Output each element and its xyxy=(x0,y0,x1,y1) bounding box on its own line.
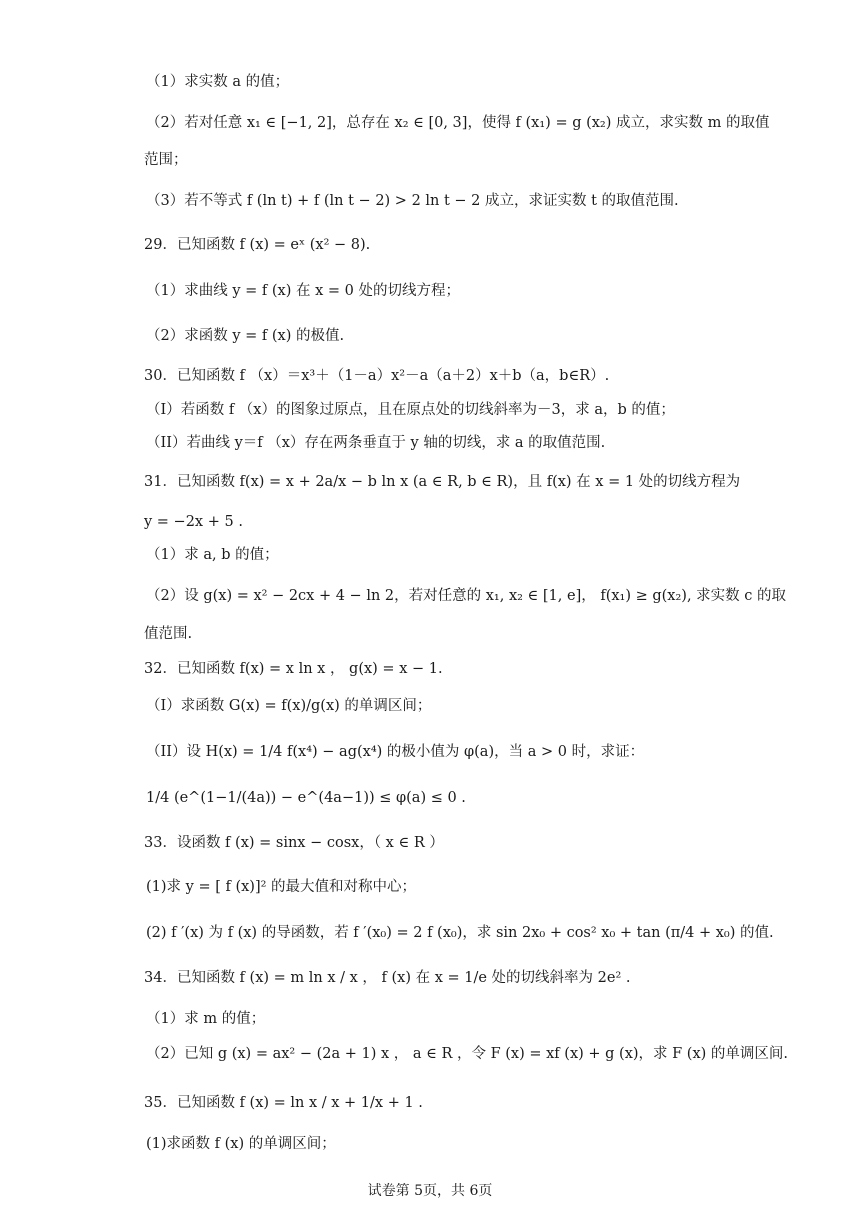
q31-part1: （1）求 a, b 的值； xyxy=(146,547,279,563)
q28-part2: （2）若对任意 x₁ ∈ [−1, 2]，总存在 x₂ ∈ [0, 3]，使得 f (x₁) = g (x₂) 成立，求实数 m 的取值 xyxy=(146,115,770,131)
q31-stem-cont: y = −2x + 5 . xyxy=(144,514,243,530)
q30-part1: （I）若函数 f （x）的图象过原点，且在原点处的切线斜率为－3，求 a，b 的值； xyxy=(146,402,675,418)
q33-part1: (1)求 y = [ f (x)]² 的最大值和对称中心； xyxy=(146,879,417,895)
q35-stem: 35．已知函数 f (x) = ln x / x + 1/x + 1 . xyxy=(144,1095,423,1111)
page-footer: 试卷第 5页，共 6页 xyxy=(367,1183,493,1199)
q34-part2: （2）已知 g (x) = ax² − (2a + 1) x ， a ∈ R ，令 F (x) = xf (x) + g (x)，求 F (x) 的单调区间. xyxy=(146,1046,789,1062)
q34-part1: （1）求 m 的值； xyxy=(146,1011,266,1027)
q30-part2: （II）若曲线 y＝f （x）存在两条垂直于 y 轴的切线，求 a 的取值范围. xyxy=(146,435,606,451)
q30-stem: 30．已知函数 f （x）＝x³＋（1－a）x²－a（a＋2）x＋b（a，b∈R）. xyxy=(144,368,610,384)
q29-part2: （2）求函数 y = f (x) 的极值. xyxy=(146,328,345,344)
q31-stem: 31．已知函数 f(x) = x + 2a/x − b ln x (a ∈ R, b ∈ R)，且 f(x) 在 x = 1 处的切线方程为 xyxy=(144,474,741,490)
q28-part2-cont: 范围； xyxy=(144,152,188,168)
q29-stem: 29．已知函数 f (x) = eˣ (x² − 8). xyxy=(144,237,371,253)
q28-part1: （1）求实数 a 的值； xyxy=(146,74,290,90)
q32-part1: （I）求函数 G(x) = f(x)/g(x) 的单调区间； xyxy=(146,698,432,714)
q32-stem: 32．已知函数 f(x) = x ln x ， g(x) = x − 1. xyxy=(144,661,443,677)
q29-part1: （1）求曲线 y = f (x) 在 x = 0 处的切线方程； xyxy=(146,283,460,299)
q33-part2: (2) f ′(x) 为 f (x) 的导函数，若 f ′(x₀) = 2 f (x₀)，求 sin 2x₀ + cos² x₀ + tan (π/4 + x₀) 的值. xyxy=(146,925,774,941)
q31-part2-cont: 值范围. xyxy=(144,626,193,642)
q33-stem: 33．设函数 f (x) = sinx − cosx，（ x ∈ R ） xyxy=(144,835,444,851)
q31-part2: （2）设 g(x) = x² − 2cx + 4 − ln 2，若对任意的 x₁, x₂ ∈ [1, e]， f(x₁) ≥ g(x₂), 求实数 c 的取 xyxy=(146,588,787,604)
q34-stem: 34．已知函数 f (x) = m ln x / x ， f (x) 在 x = 1/e 处的切线斜率为 2e² . xyxy=(144,970,631,986)
q32-inequality: 1/4 (e^(1−1/(4a)) − e^(4a−1)) ≤ φ(a) ≤ 0 . xyxy=(146,790,466,806)
q35-part1: (1)求函数 f (x) 的单调区间； xyxy=(146,1136,336,1152)
q32-part2: （II）设 H(x) = 1/4 f(x⁴) − ag(x⁴) 的极小值为 φ(a)，当 a > 0 时，求证： xyxy=(146,744,645,760)
q28-part3: （3）若不等式 f (ln t) + f (ln t − 2) > 2 ln t − 2 成立，求证实数 t 的取值范围. xyxy=(146,193,679,209)
